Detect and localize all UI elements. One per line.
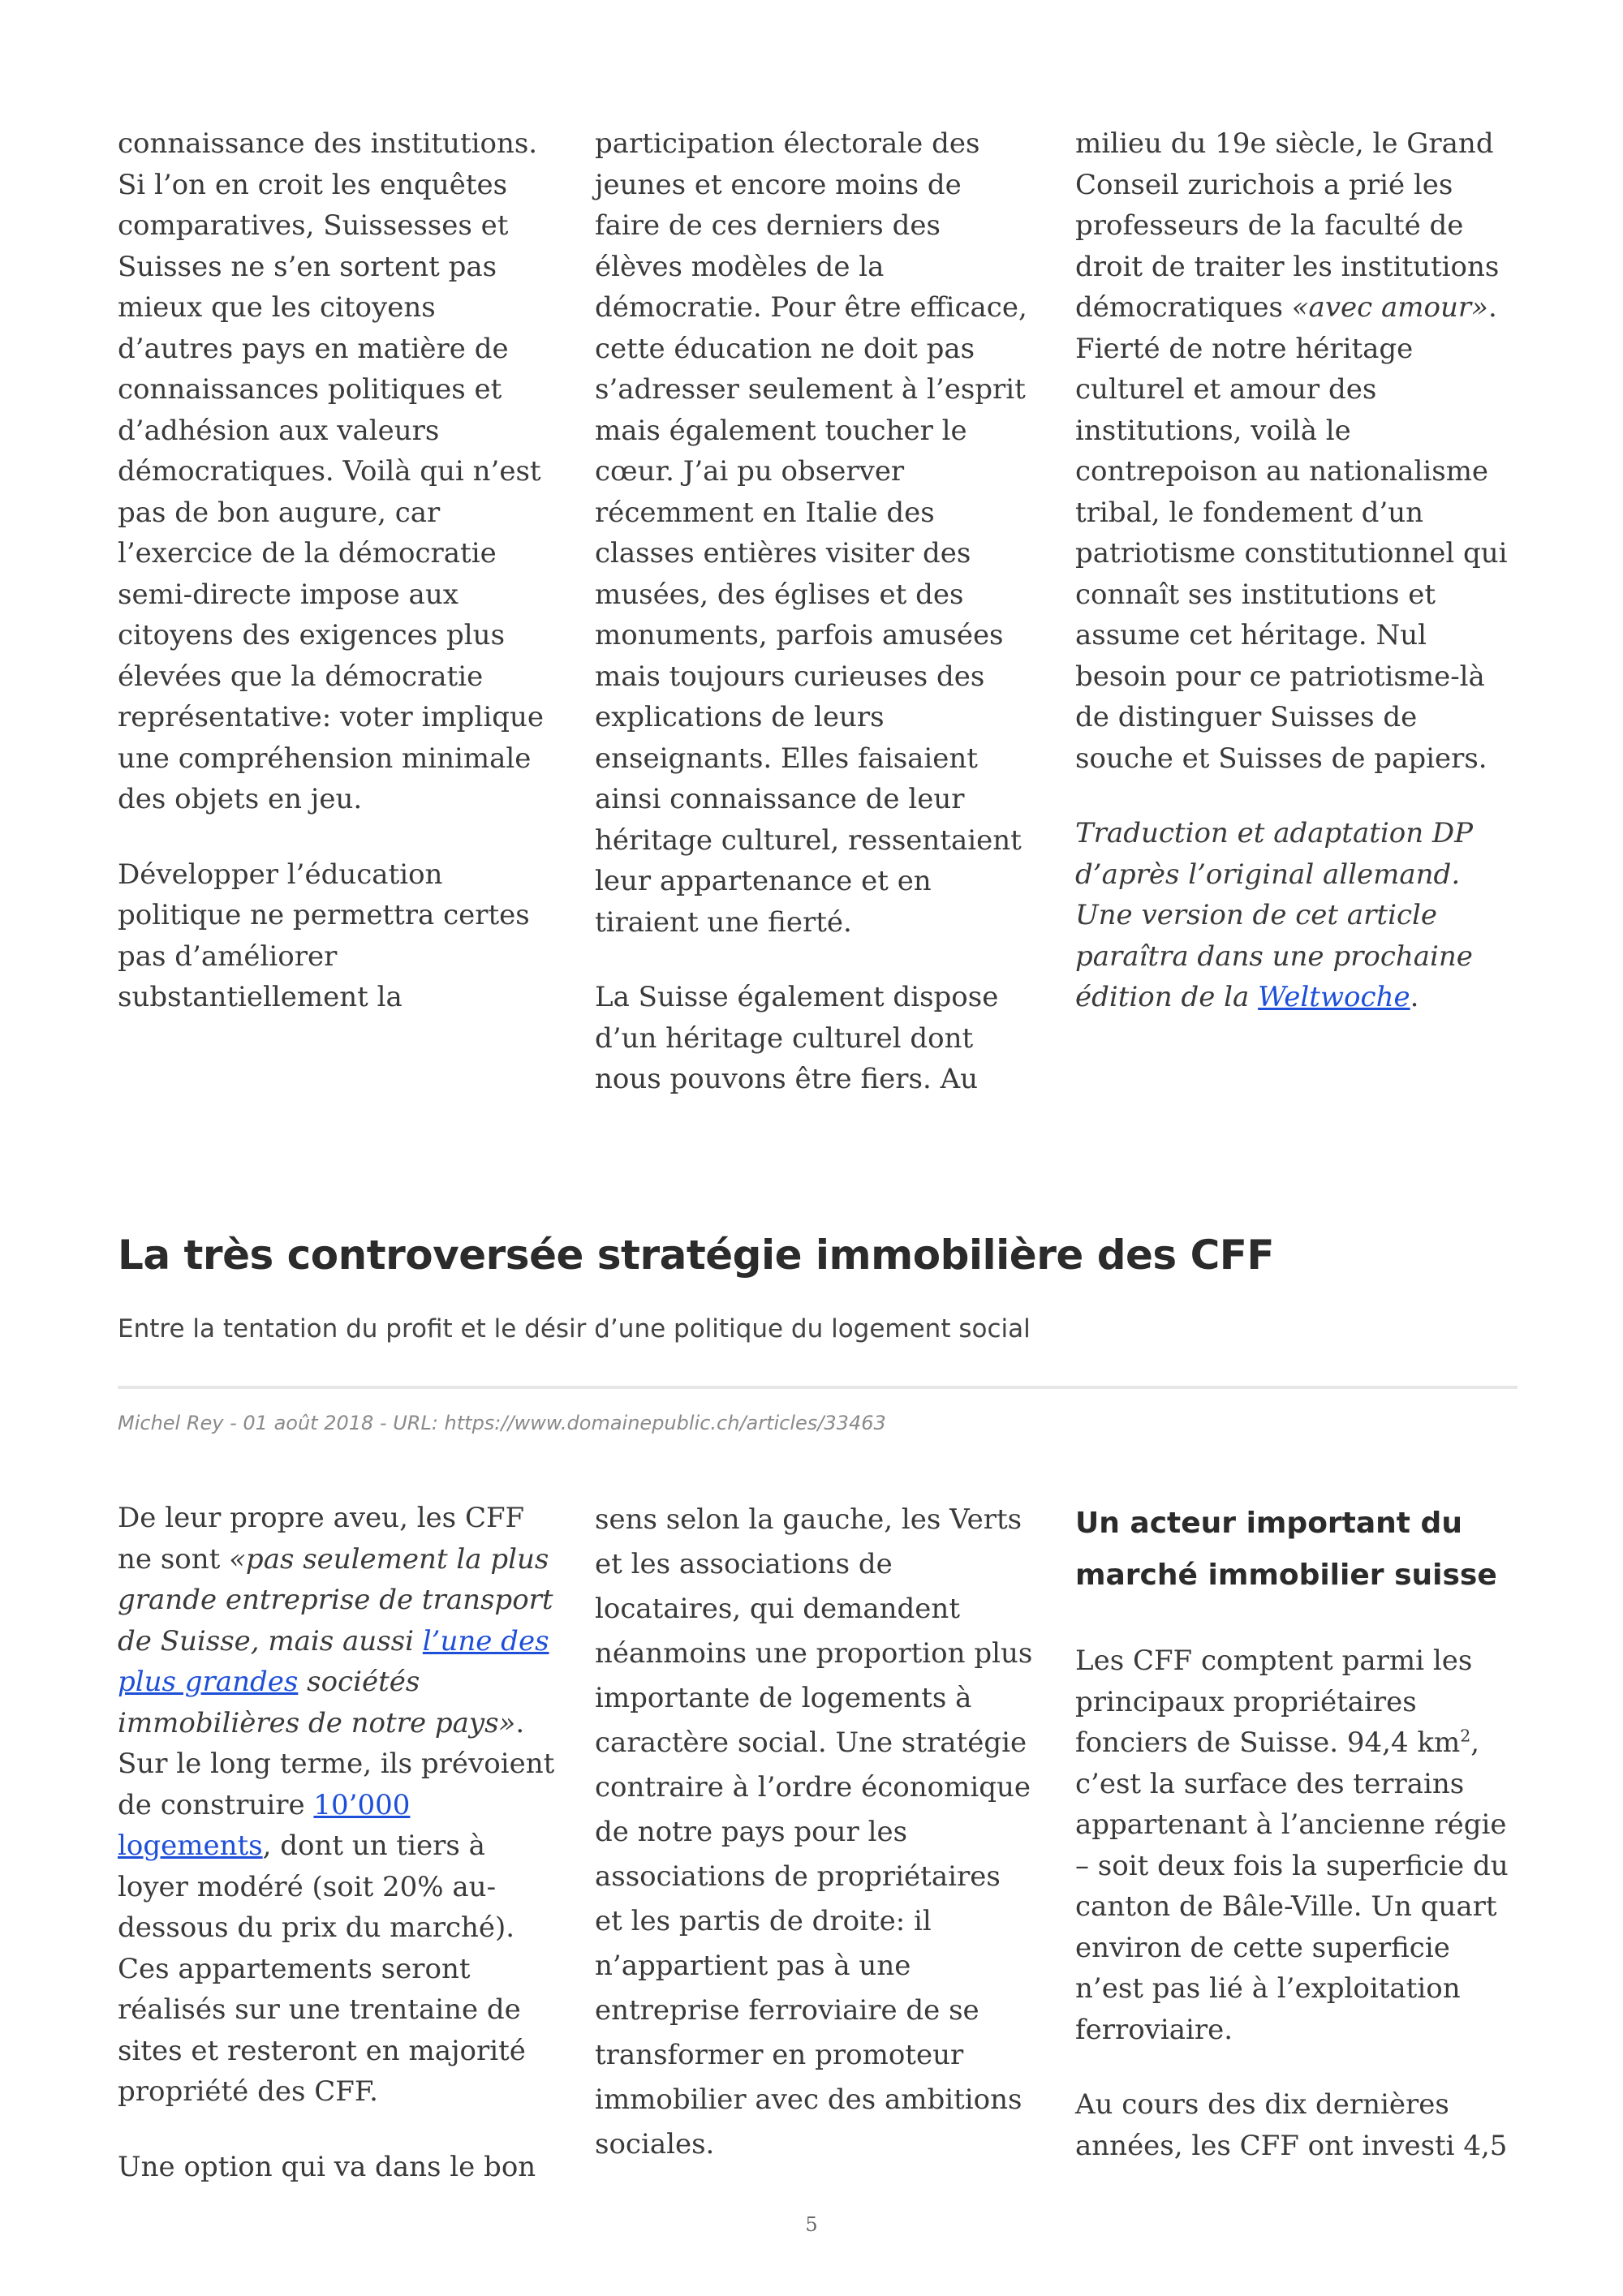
credit-end: . bbox=[1410, 981, 1419, 1013]
article-column-3 bbox=[1075, 1498, 1513, 2166]
text-segment: De leur propre aveu, les CFF ne sont bbox=[118, 1502, 525, 1576]
paragraph: La Suisse également dispose d’un héritage culturel dont nous pouvons être fiers. Au bbox=[595, 981, 999, 1095]
text-segment: Les CFF comptent parmi les principaux propriétaires fonciers de Suisse. 94,4 km bbox=[1075, 1645, 1473, 1759]
article-column-2 bbox=[595, 1498, 1033, 2167]
paragraph bbox=[1075, 1640, 1513, 2050]
text-segment: milieu du 19e siècle, le Grand Conseil zurichois a prié les professeurs de la faculté de droit de traiter les institutions démocratiques bbox=[1075, 127, 1500, 324]
text-segment: , c’est la surface des terrains appartenant à l’ancienne régie – soit deux fois la superficie du canton de Bâle-Ville. Un quart environ de cette superficie n’est pas lié à l’exploitation ferroviaire. bbox=[1075, 1726, 1509, 2046]
paragraph bbox=[118, 1498, 556, 2113]
article-subtitle: Entre la tentation du profit et le désir d’une politique du logement social bbox=[118, 1314, 1031, 1344]
text-segment: , dont un tiers à loyer modéré (soit 20% au-dessous du prix du marché). Ces appartements seront réalisés sur une trentaine de sites et resteront en majorité propriété des CFF. bbox=[118, 1829, 526, 2108]
10000-logements-link[interactable]: 10’000 logements bbox=[118, 1788, 411, 1862]
page-number: 5 bbox=[805, 2213, 818, 2236]
paragraph: sens selon la gauche, les Verts et les associations de locataires, qui demandent néanmoins une proportion plus importante de logements à caractère social. Une stratégie contraire à l’ordre économique de notre pays pour les associations de propriétaires et les partis de droite: il n’appartient pas à une entreprise ferroviaire de se transformer en promoteur immobilier avec des ambitions sociales. bbox=[595, 1503, 1033, 2161]
paragraph: Développer l’éducation politique ne permettra certes pas d’améliorer substantiellement la bbox=[118, 858, 530, 1013]
superscript: 2 bbox=[1460, 1726, 1471, 1746]
article-column-1 bbox=[118, 1498, 556, 2187]
paragraph bbox=[1075, 123, 1513, 779]
article-title: La très controversée stratégie immobilière des CFF bbox=[118, 1232, 1275, 1279]
translation-credit bbox=[1075, 813, 1513, 1018]
paragraph: Au cours des dix dernières années, les CFF ont investi 4,5 bbox=[1075, 2088, 1508, 2162]
credit-text: Traduction et adaptation DP d’après l’original allemand. Une version de cet article paraîtra dans une prochaine édition de la bbox=[1075, 817, 1474, 1013]
divider bbox=[118, 1386, 1518, 1389]
text-segment: . Fierté de notre héritage culturel et amour des institutions, voilà le contrepoison au nationalisme tribal, le fondement d’un patriotisme constitutionnel qui connaît ses institutions et assume cet héritage. Nul besoin pour ce patriotisme-là de distinguer Suisses de souche et Suisses de papiers. bbox=[1075, 291, 1508, 775]
paragraph: connaissance des institutions. Si l’on en croit les enquêtes comparatives, Suissesses et Suisses ne s’en sortent pas mieux que les citoyens d’autres pays en matière de connaissances politiques et d’adhésion aux valeurs démocratiques. Voilà qui n’est pas de bon augure, car l’exercice de la démocratie semi-directe impose aux citoyens des exigences plus élevées que la démocratie représentative: voter implique une compréhension minimale des objets en jeu. bbox=[118, 127, 544, 815]
une-des-plus-grandes-link[interactable]: l’une des plus grandes bbox=[118, 1624, 549, 1698]
weltwoche-link[interactable]: Weltwoche bbox=[1258, 981, 1410, 1013]
paragraph: Une option qui va dans le bon bbox=[118, 2150, 536, 2183]
prev-article-column-3 bbox=[1075, 123, 1513, 1018]
prev-article-column-2 bbox=[595, 123, 1033, 1100]
paragraph: participation électorale des jeunes et encore moins de faire de ces derniers des élèves modèles de la démocratie. Pour être efficace, cette éducation ne doit pas s’adresser seulement à l’esprit mais également toucher le cœur. J’ai pu observer récemment en Italie des classes entières visiter des musées, des églises et des monuments, parfois amusées mais toujours curieuses des explications de leurs enseignants. Elles faisaient ainsi connaissance de leur héritage culturel, ressentaient leur appartenance et en tiraient une fierté. bbox=[595, 127, 1027, 939]
article-meta: Michel Rey - 01 août 2018 - URL: https://www.domainepublic.ch/articles/33463 bbox=[118, 1412, 886, 1434]
quote-segment: sociétés immobilières de notre pays» bbox=[118, 1666, 516, 1739]
text-segment: . Sur le long terme, ils prévoient de construire bbox=[118, 1706, 555, 1821]
prev-article-column-1 bbox=[118, 123, 556, 1018]
quote: «avec amour» bbox=[1291, 291, 1488, 324]
quote-segment: «pas seulement la plus grande entreprise de transport de Suisse, mais aussi bbox=[118, 1542, 553, 1658]
section-heading: Un acteur important du marché immobilier suisse bbox=[1075, 1507, 1497, 1592]
